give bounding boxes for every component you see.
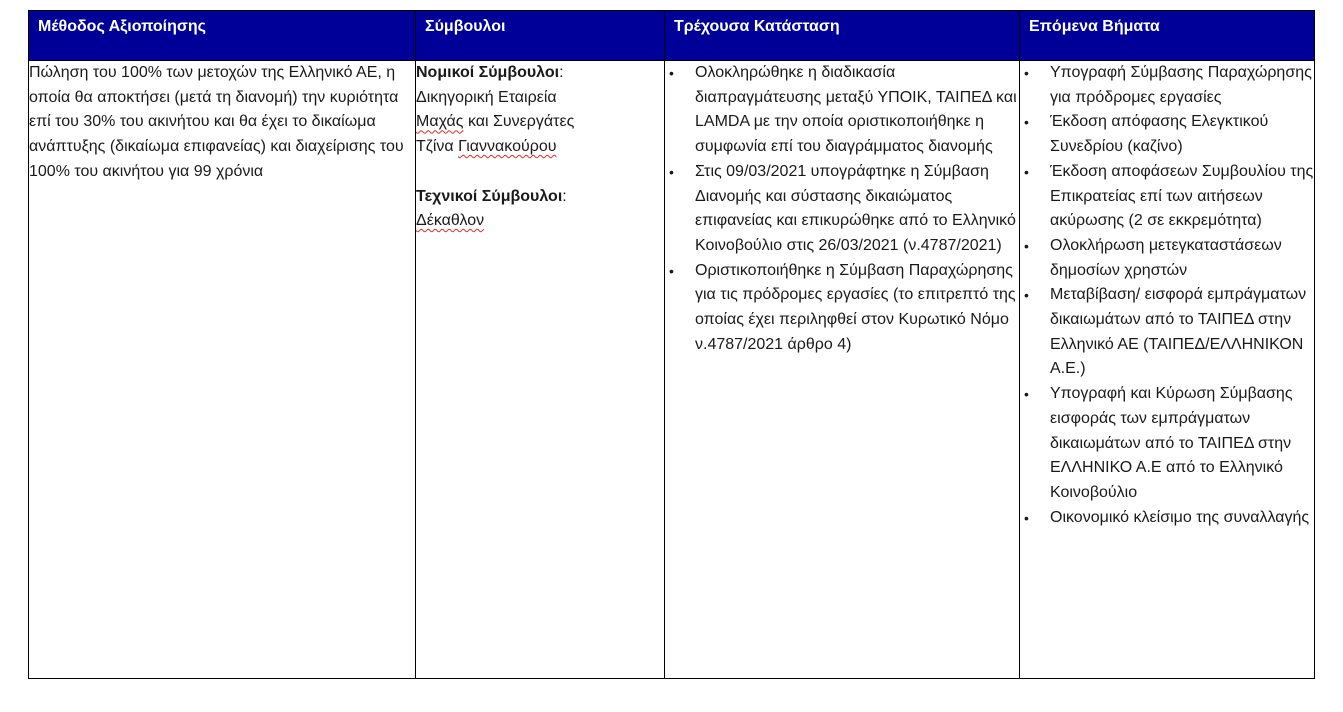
next-step-text: Έκδοση αποφάσεων Συμβουλίου της Επικρατείας επί των αιτήσεων ακύρωσης (2 σε εκκρεμότητα): [1050, 162, 1314, 230]
list-item: [1020, 506, 1314, 531]
legal-advisor-line-3: [416, 135, 664, 160]
status-item-text: Οριστικοποιήθηκε η Σύμβαση Παραχώρησης για τις πρόδρομες εργασίες (το επιτρεπτό της οποίας έχει περιληφθεί στον Κυρωτικό Νόμο ν.4787/2021 άρθρο 4): [695, 261, 1016, 353]
spell-flag-word: Δέκαθλον: [416, 212, 485, 230]
list-item: [665, 160, 1019, 259]
bullet-icon: •: [1024, 65, 1029, 81]
bullet-icon: •: [1024, 114, 1029, 131]
legal-advisors-heading: Νομικοί Σύμβουλοι: [416, 64, 560, 81]
next-step-text: Ολοκλήρωση μετεγκαταστάσεων δημοσίων χρηστών: [1050, 236, 1282, 279]
legal-advisor-line-1: Δικηγορική Εταιρεία: [416, 88, 557, 106]
legal-advisor-line-2-rest: και Συνεργάτες: [463, 113, 575, 131]
spell-flag-word: Μαχάς: [416, 113, 464, 131]
legal-advisors-colon: :: [559, 64, 564, 81]
status-item-text: Ολοκληρώθηκε η διαδικασία διαπραγμάτευσης μεταξύ ΥΠΟΙΚ, ΤΑΙΠΕΔ και LAMDA με την οποία οριστικοποιήθηκε η συμφωνία επί του διαγράμματος διανομής: [695, 64, 1017, 156]
header-status: Τρέχουσα Κατάσταση: [665, 11, 1020, 61]
status-item-text: Στις 09/03/2021 υπογράφτηκε η Σύμβαση Διανομής και σύστασης δικαιώματος επιφανείας και επικυρώθηκε από το Ελληνικό Κοινοβούλιο στις 26/03/2021 (ν.4787/2021): [695, 162, 1016, 254]
status-cell: [665, 61, 1020, 679]
next-step-text: Μεταβίβαση/ εισφορά εμπράγματων δικαιωμάτων από το ΤΑΙΠΕΔ στην Ελληνικό ΑΕ (ΤΑΙΠΕΔ/ΕΛΛΗΝΙΚΟΝ Α.Ε.): [1050, 286, 1307, 378]
privatization-table: [28, 10, 1315, 679]
header-next-steps: Επόμενα Βήματα: [1020, 11, 1315, 61]
next-step-text: Υπογραφή Σύμβασης Παραχώρησης για πρόδρομες εργασίες: [1050, 64, 1312, 106]
list-item: [1020, 110, 1314, 159]
next-step-text: Οικονομικό κλείσιμο της συναλλαγής: [1050, 508, 1310, 526]
bullet-icon: •: [1024, 386, 1029, 403]
method-cell: [29, 61, 416, 679]
technical-advisors-colon: :: [562, 187, 567, 205]
technical-advisors-heading: Τεχνικοί Σύμβουλοι: [416, 187, 563, 205]
next-steps-cell: [1020, 61, 1315, 679]
header-advisors: Σύμβουλοι: [416, 11, 665, 61]
list-item: [1020, 382, 1314, 506]
legal-advisors: [416, 61, 664, 160]
bullet-icon: •: [1024, 509, 1029, 526]
technical-advisors: [416, 185, 664, 234]
list-item: [665, 259, 1019, 358]
list-item: [1020, 234, 1314, 283]
bullet-icon: •: [1024, 163, 1029, 180]
bullet-icon: •: [1024, 237, 1029, 254]
list-item: [1020, 61, 1314, 110]
legal-advisor-line-2: [416, 110, 664, 135]
next-step-text: Έκδοση απόφασης Ελεγκτικού Συνεδρίου (καζίνο): [1050, 113, 1269, 156]
table-row: [29, 61, 1315, 679]
status-list: [665, 61, 1019, 357]
bullet-icon: •: [669, 65, 674, 81]
bullet-icon: •: [669, 262, 674, 279]
next-steps-list: [1020, 61, 1314, 530]
table-header-row: [29, 11, 1315, 61]
bullet-icon: •: [1024, 287, 1029, 304]
legal-advisor-line-3-first: Τζίνα: [416, 138, 459, 156]
advisors-cell: [416, 61, 665, 679]
bullet-icon: •: [669, 163, 674, 180]
spell-flag-word: Γιαννακούρου: [458, 138, 557, 156]
list-item: [1020, 283, 1314, 382]
header-method: Μέθοδος Αξιοποίησης: [29, 11, 416, 61]
next-step-text: Υπογραφή και Κύρωση Σύμβασης εισφοράς των εμπράγματων δικαιωμάτων από το ΤΑΙΠΕΔ στην ΕΛΛΗΝΙΚΟ Α.Ε από το Ελληνικό Κοινοβούλιο: [1050, 385, 1293, 501]
list-item: [1020, 160, 1314, 234]
method-text: Πώληση του 100% των μετοχών της Ελληνικό ΑΕ, η οποία θα αποκτήσει (μετά τη διανομή) την κυριότητα επί του 30% του ακινήτου και θα έχει το δικαίωμα ανάπτυξης (δικαίωμα επιφανείας) και διαχείρισης του 100% του ακινήτου για 99 χρόνια: [29, 64, 404, 180]
technical-advisor-line-1: [416, 209, 664, 234]
list-item: [665, 61, 1019, 160]
